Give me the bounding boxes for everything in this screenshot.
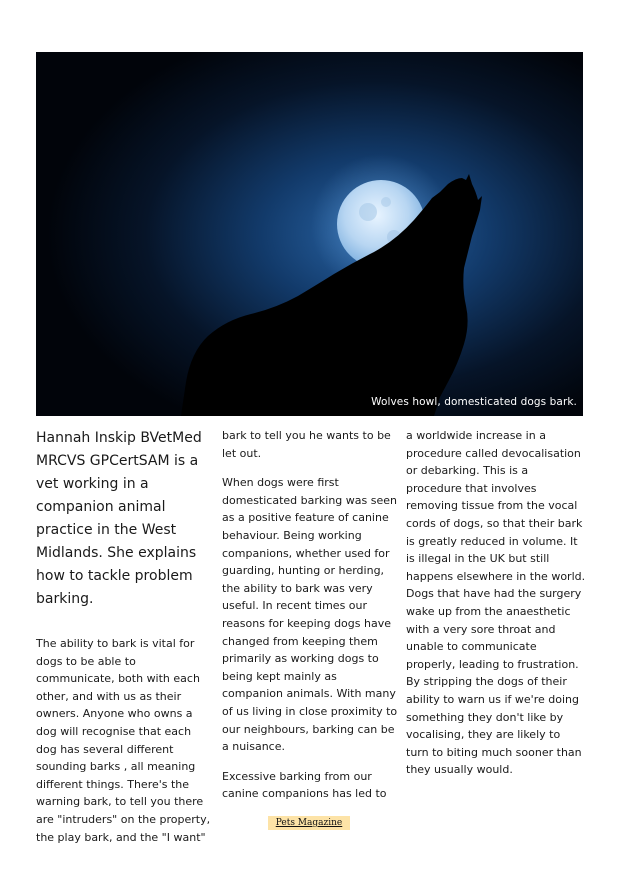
article-paragraph: Excessive barking from our canine companions has led to <box>222 769 387 801</box>
article-paragraph: a worldwide increase in a procedure called devocalisation or debarking. This is a procedure that involves removing tissue from the vocal cords of dogs, so that their bark is greatly reduced in volume. It is illegal in the UK but still happens elsewhere in the world. Dogs that have had the surgery wake up from the anaesthetic with a very sore throat and unable to communicate properly, leading to frustration. By stripping the dogs of their ability to warn us if we're doing something they don't like by vocalising, they are likely to turn to biting much sooner than they usually would. <box>406 429 586 777</box>
article-paragraph: bark to tell you he wants to be let out. <box>222 429 391 460</box>
wolf-howling-moon-illustration <box>36 52 583 416</box>
article-paragraph: The ability to bark is vital for dogs to be able to communicate, both with each other, and with us as their owners. Anyone who owns a dog will recognise that each dog has several different sounding barks , all meaning different things. There's the warning bark, to tell you there are "intruders" on the property, the play bark, and the "I want" <box>36 637 211 844</box>
article-column-1 <box>36 427 214 846</box>
article-intro: Hannah Inskip BVetMed MRCVS GPCertSAM is a vet working in a companion animal practice in the West Midlands. She explains how to tackle problem barking. <box>36 430 202 607</box>
image-caption: Wolves howl, domesticated dogs bark. <box>371 396 577 408</box>
article-paragraph: When dogs were first domesticated barking was seen as a positive feature of canine behaviour. Being working companions, whether used for guarding, hunting or herding, the ability to bark was very useful. In recent times our reasons for keeping dogs have changed from keeping them primarily as working dogs to being kept mainly as companion animals. With many of us living in close proximity to our neighbours, barking can be a nuisance. <box>222 476 398 754</box>
article-column-2 <box>222 427 398 803</box>
article-column-3 <box>406 427 586 779</box>
publication-name-tag: Pets Magazine <box>268 816 350 830</box>
hero-image <box>36 52 583 416</box>
